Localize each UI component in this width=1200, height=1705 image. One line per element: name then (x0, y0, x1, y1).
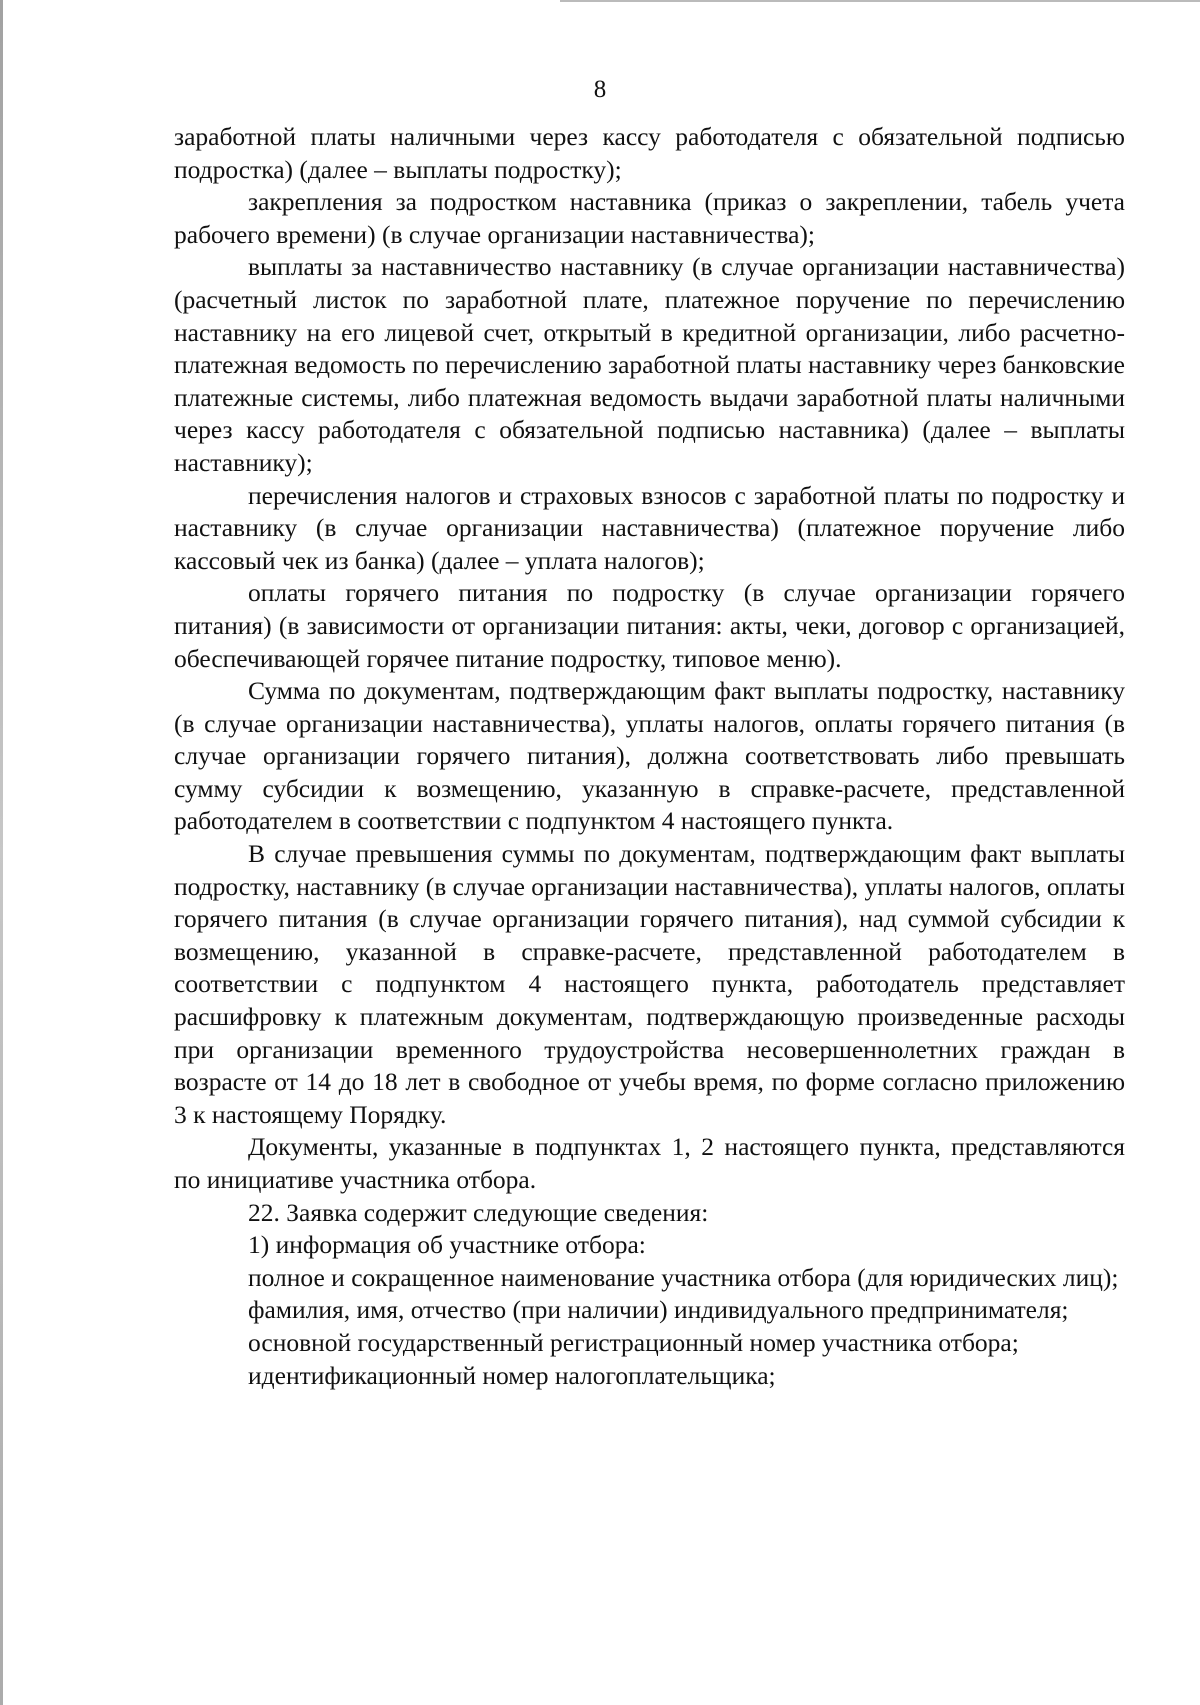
paragraph-mentor-payments: выплаты за наставничество наставнику (в случае организации наставничества) (расчетный листок по заработной плате, платежное поручение по перечислению наставнику на его лицевой счет, открытый в кредитной организации, либо расчетно-платежная ведомость по перечислению заработной платы наставнику через банковские платежные системы, либо платежная ведомость выдачи заработной платы наличными через кассу работодателя с обязательной подписью наставника) (далее – выплаты наставнику); (174, 252, 1125, 477)
paragraph-documents-sum: Сумма по документам, подтверждающим факт выплаты подростку, наставнику (в случае организации наставничества), уплаты налогов, оплаты горячего питания (в случае организации горячего питания), должна соответствовать либо превышать сумму субсидии к возмещению, указанную в справке-расчете, представленной работодателем в соответствии с подпунктом 4 настоящего пункта. (174, 676, 1125, 836)
paragraph-full-name-legal: полное и сокращенное наименование участника отбора (для юридических лиц); (248, 1262, 1119, 1292)
paragraph-excess-sum: В случае превышения суммы по документам, подтверждающим факт выплаты подростку, наставнику (в случае организации наставничества), уплаты налогов, оплаты горячего питания (в случае организации горячего питания), над суммой субсидии к возмещению, указанной в справке-расчете, представленной работодателем в соответствии с подпунктом 4 настоящего пункта, работодатель представляет расшифровку к платежным документам, подтверждающую произведенные расходы при организации временного трудоустройства несовершеннолетних граждан в возрасте от 14 до 18 лет в свободное от учебы время, по форме согласно приложению 3 к настоящему Порядку. (174, 839, 1125, 1129)
paragraph-tax-transfers: перечисления налогов и страховых взносов с заработной платы по подростку и наставнику (в случае организации наставничества) (платежное поручение либо кассовый чек из банка) (далее – уплата налогов); (174, 480, 1125, 575)
paragraph-ogrn: основной государственный регистрационный номер участника отбора; (248, 1327, 1019, 1357)
paragraph-salary-cash: заработной платы наличными через кассу работодателя с обязательной подписью подростка) (далее – выплаты подростку); (174, 122, 1125, 184)
paragraph-entrepreneur-name: фамилия, имя, отчество (при наличии) индивидуального предпринимателя; (248, 1295, 1069, 1325)
page-number: 8 (593, 76, 607, 103)
document-body (174, 121, 1125, 1392)
paragraph-initiative-documents: Документы, указанные в подпунктах 1, 2 настоящего пункта, представляются по инициативе участника отбора. (174, 1132, 1125, 1194)
paragraph-hot-meals: оплаты горячего питания по подростку (в случае организации горячего питания) (в зависимости от организации питания: акты, чеки, договор с организацией, обеспечивающей горячее питание подростку, типовое меню). (174, 578, 1125, 673)
scan-edge-top (560, 0, 1200, 2)
paragraph-participant-info: 1) информация об участнике отбора: (248, 1230, 646, 1260)
paragraph-inn: идентификационный номер налогоплательщика; (248, 1360, 776, 1390)
scan-edge-left (0, 0, 3, 1705)
paragraph-mentor-assignment: закрепления за подростком наставника (приказ о закреплении, табель учета рабочего времени) (в случае организации наставничества); (174, 187, 1125, 249)
paragraph-item-22: 22. Заявка содержит следующие сведения: (248, 1197, 709, 1227)
